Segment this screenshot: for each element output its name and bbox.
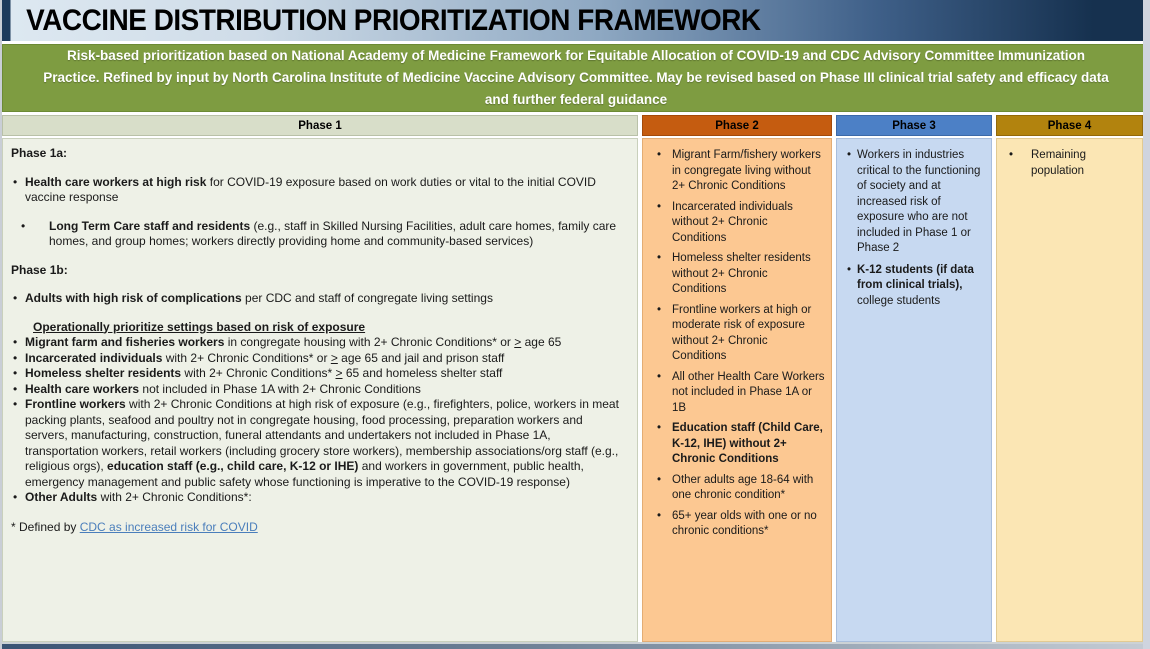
list-item (649, 370, 825, 417)
text-segment: 65+ year olds with one or no chronic conditions* (672, 509, 817, 537)
bullet-marker: • (847, 149, 852, 161)
text-segment: per CDC and staff of congregate living settings (241, 291, 493, 305)
bullet-marker: • (13, 397, 18, 411)
bullet-marker: • (847, 263, 852, 276)
text-segment: Education staff (Child Care, K-12, IHE) without 2+ Chronic Conditions (672, 422, 823, 465)
list-item (11, 291, 627, 307)
bullet-marker: • (13, 350, 18, 365)
list-item (11, 335, 627, 351)
text-segment: Health care workers (25, 381, 140, 396)
bullet-marker: • (657, 149, 662, 161)
list-item (649, 303, 825, 365)
page-title: VACCINE DISTRIBUTION PRIORITIZATION FRAMEWORK (26, 3, 761, 37)
phase-1-column (2, 115, 638, 642)
text-segment: Homeless shelter residents without 2+ Chronic Conditions (672, 252, 811, 295)
list-item (649, 473, 825, 504)
text-segment: Phase 1b: (11, 262, 68, 277)
text-segment: in congregate housing with 2+ Chronic Conditions* or (224, 335, 515, 349)
text-segment: Incarcerated individuals (25, 350, 163, 365)
bullet-marker: • (13, 291, 18, 305)
bottom-edge (2, 642, 1150, 649)
title-bar (2, 0, 1150, 41)
text-segment: Other adults age 18-64 with one chronic condition* (672, 473, 814, 501)
text-segment: > (514, 335, 522, 349)
text-segment: Other Adults (25, 490, 98, 504)
bullet-marker: • (21, 218, 26, 233)
list-item (843, 263, 986, 310)
list-item (11, 351, 627, 367)
list-item (11, 490, 627, 506)
list-item (11, 382, 627, 398)
bullet-marker: • (657, 200, 662, 213)
phase-3-body (836, 138, 992, 642)
text-segment: age 65 and jail and prison staff (337, 350, 505, 365)
phase-2-column (642, 115, 832, 642)
phase-1-body (2, 138, 638, 642)
bullet-marker: • (657, 422, 662, 434)
list-item (11, 397, 627, 490)
list-item (649, 148, 825, 195)
text-segment: Phase 1a: (11, 146, 68, 160)
phase-1-header: Phase 1 (2, 115, 638, 136)
bullet-marker: • (657, 370, 662, 383)
text-segment: Migrant Farm/fishery workers in congregate living without 2+ Chronic Conditions (672, 149, 821, 192)
heading (11, 263, 627, 279)
text-segment: college students (857, 294, 941, 307)
list-item (649, 509, 825, 540)
subheading (33, 320, 627, 336)
footnote (11, 520, 627, 536)
text-segment: Adults with high risk of complications (25, 291, 242, 305)
list-item (11, 175, 627, 206)
bullet-marker: • (657, 473, 662, 486)
phase-3-column (836, 115, 992, 642)
text-segment: Operationally prioritize settings based on risk of exposure (33, 319, 366, 334)
bullet-marker: • (13, 174, 18, 189)
text-segment: (e.g., staff in Skilled Nursing Facilities, adult care homes, family care homes, and group homes; workers directly providing home and community-based services) (49, 218, 617, 248)
phase-4-column (996, 115, 1143, 642)
text-segment: with 2+ Chronic Conditions at high risk of exposure (e.g., firefighters, police, workers in meat packing plants, seafood and poultry not in congregate housing, food processing, preparation workers and servers, manufacturing, construction, funeral attendants and undertakers not included in Phase 1A, transportation workers, retail workers (including grocery store workers), membership associations/org staff (e.g., religious orgs), (25, 397, 619, 473)
text-segment: Workers in industries critical to the functioning of society and at increased risk of exposure who are not included in Phase 1 or Phase 2 (857, 149, 981, 254)
list-item (649, 421, 825, 468)
bullet-marker: • (657, 252, 662, 264)
text-segment: education staff (e.g., child care, K-12 or IHE) (107, 459, 359, 473)
text-segment: Incarcerated individuals without 2+ Chronic Conditions (672, 200, 793, 244)
phase-2-header: Phase 2 (642, 115, 832, 136)
bullet-marker: • (657, 303, 662, 316)
subtitle-banner (2, 44, 1150, 112)
list-item (11, 219, 627, 250)
text-segment: Migrant farm and fisheries workers (25, 335, 225, 349)
text-segment: age 65 (521, 335, 562, 349)
phase-3-header: Phase 3 (836, 115, 992, 136)
list-item (1003, 148, 1137, 179)
text-segment: Frontline workers (25, 397, 126, 411)
text-segment: and workers in government, public health, emergency management and public safety whose functioning is imperative to the COVID-19 response) (25, 459, 584, 489)
text-segment: All other Health Care Workers not included in Phase 1A or 1B (672, 370, 825, 414)
bullet-marker: • (1009, 149, 1014, 161)
bullet-marker: • (13, 335, 18, 349)
list-item (649, 251, 825, 298)
phase-2-body (642, 138, 832, 642)
phases-grid (2, 115, 1150, 642)
bullet-marker: • (13, 381, 18, 396)
subtitle-text: Risk-based prioritization based on National Academy of Medicine Framework for Equitable Allocation of COVID-19 and CDC Advisory Committee Immunization Practice. Refined by input by North Carolina Institute of Medicine Vaccine Advisory Committee. May be revised based on Phase III clinical trial safety and efficacy data and further federal guidance (43, 48, 1109, 107)
text-segment: K-12 students (if data from clinical trials), (857, 263, 974, 291)
text-segment: with 2+ Chronic Conditions* (181, 366, 336, 380)
phase-4-body (996, 138, 1143, 642)
text-segment: with 2+ Chronic Conditions*: (97, 490, 252, 504)
text-segment: 65 and homeless shelter staff (342, 366, 503, 380)
text-segment: * Defined by (11, 519, 80, 534)
list-item (11, 366, 627, 382)
list-item (843, 148, 986, 257)
text-segment: not included in Phase 1A with 2+ Chronic Conditions (139, 381, 421, 396)
cdc-link[interactable]: CDC as increased risk for COVID (79, 519, 258, 534)
text-segment: Remaining population (1031, 149, 1086, 177)
right-edge (1143, 0, 1150, 649)
bullet-marker: • (13, 366, 18, 380)
text-segment: for COVID-19 exposure based on work duties or vital to the initial COVID vaccine response (25, 174, 596, 204)
heading (11, 146, 627, 162)
bullet-marker: • (13, 490, 18, 504)
phase-4-header: Phase 4 (996, 115, 1143, 136)
text-segment: > (330, 350, 338, 365)
text-segment: with 2+ Chronic Conditions* or (162, 350, 331, 365)
text-segment: Homeless shelter residents (25, 366, 182, 380)
text-segment: > (335, 366, 343, 380)
text-segment: Health care workers at high risk (25, 174, 207, 189)
list-item (649, 200, 825, 247)
text-segment: Frontline workers at high or moderate risk of exposure without 2+ Chronic Conditions (672, 303, 812, 362)
text-segment: Long Term Care staff and residents (49, 218, 251, 233)
bullet-marker: • (657, 509, 662, 522)
